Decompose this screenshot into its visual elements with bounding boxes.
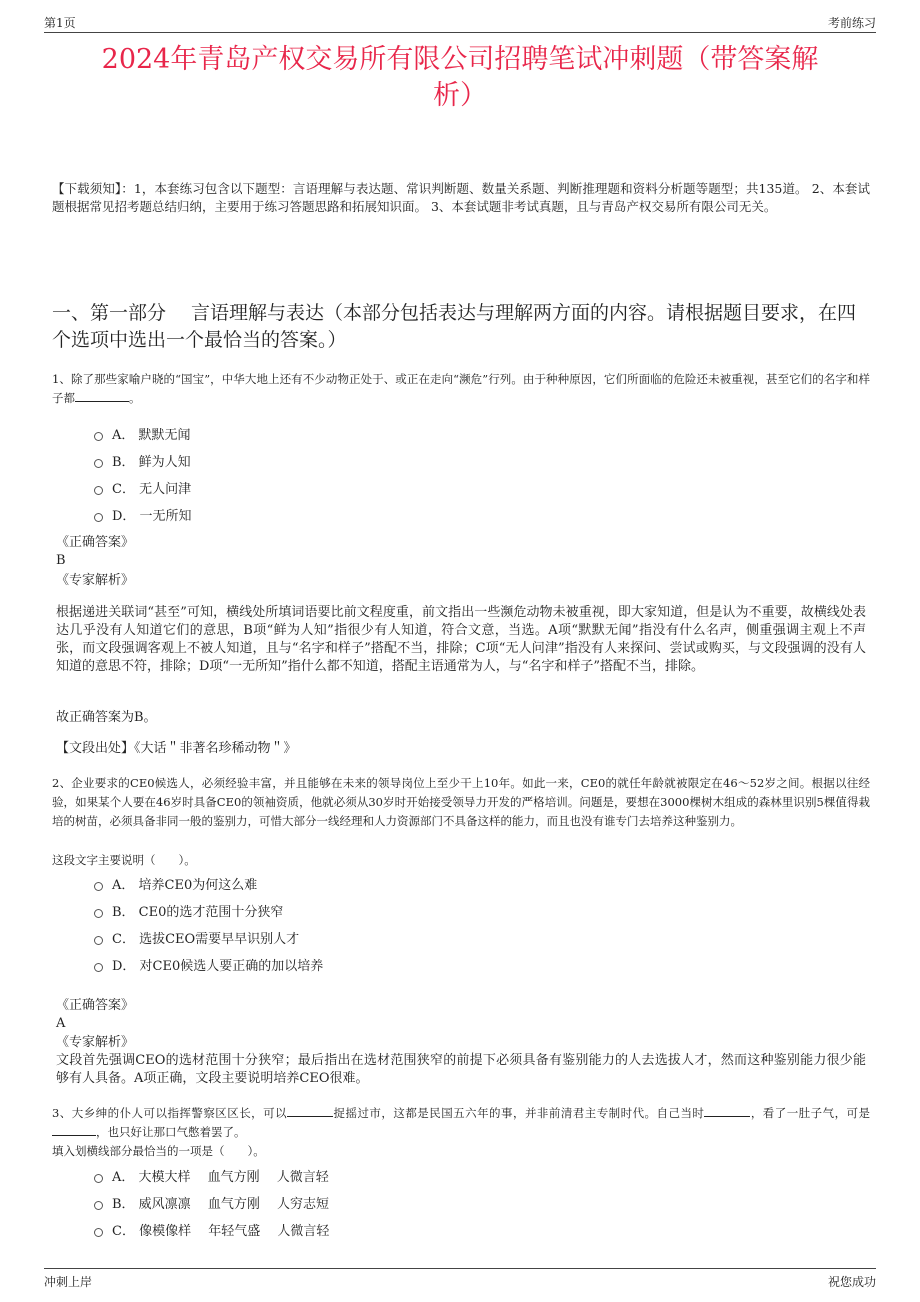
option-b[interactable]: B． 鲜为人知 [94,447,192,474]
section-heading: 一、第一部分 言语理解与表达（本部分包括表达与理解两方面的内容。请根据题目要求，在四个选项中选出一个最恰当的答案。） [52,302,857,351]
answer-label: 《正确答案》 [56,998,135,1013]
question-3-options [94,1162,329,1243]
question-2-options [94,870,323,978]
radio-icon[interactable] [94,1201,103,1210]
radio-icon[interactable] [94,936,103,945]
footer-right-label: 祝您成功 [827,1275,876,1289]
download-notice: 【下载须知】：1，本套练习包含以下题型：言语理解与表达题、常识判断题、数量关系题、判断推理题和资料分析题等题型；共135道。 2、本套试题根据常见招考题总结归纳，主要用于练习答题思路和拓展知识面。 3、本套试题非考试真题，且与青岛产权交易所有限公司无关。 [52,181,870,214]
answer-label: 《正确答案》 [56,535,135,550]
option-d[interactable]: D． 一无所知 [94,501,192,528]
answer-blank [52,1123,96,1136]
analysis-text: 根据递进关联词“甚至”可知，横线处所填词语要比前文程度重，前文指出一些濒危动物未被重视，即大家知道，但是认为不重要，故横线处表达几乎没有人知道它们的意思，B项“鲜为人知”指很少有人知道，符合文意，当选。A项“默默无闻”指没有什么名声，侧重强调主观上不声张，而文段强调客观上不被人知道，且与“名字和样子”搭配不当，排除；C项“无人问津”指没有人来探问、尝试或购买，与文段强调的没有人知道的意思不符，排除；D项“一无所知”指什么都不知道，搭配主语通常为人，与“名字和样子”搭配不当，排除。 [56,605,866,674]
option-a[interactable]: A． 默默无闻 [94,420,192,447]
radio-icon[interactable] [94,1174,103,1183]
title-line-1: 2024年青岛产权交易所有限公司招聘笔试冲刺题（带答案解 [101,44,819,75]
option-c[interactable]: C． 像模像样 年轻气盛 人微言轻 [94,1216,329,1243]
page-header [44,10,876,33]
question-2-prompt: 这段文字主要说明（ ）。 [52,853,196,867]
document-title [60,42,860,114]
question-3-stem: 3、大乡绅的仆人可以指挥警察区区长，可以 捉摇过市，这都是民国五六年的事，并非前清君主专制时代。自己当时 ，看了一肚子气，可是，也只好让那口气憋着罢了。 [52,1106,870,1139]
analysis-label: 《专家解析》 [56,1035,135,1050]
radio-icon[interactable] [94,909,103,918]
option-b[interactable]: B． CE0的选才范围十分狭窄 [94,897,323,924]
answer-blank [287,1104,333,1117]
answer-blank [704,1104,750,1117]
title-line-2: 析） [433,80,487,111]
answer-value: A [56,1016,66,1031]
source-text: 【文段出处】《大话＂非著名珍稀动物＂》 [56,741,297,756]
radio-icon[interactable] [94,486,103,495]
option-a[interactable]: A． 培养CE0为何这么难 [94,870,323,897]
conclusion-text: 故正确答案为B。 [56,710,157,725]
radio-icon[interactable] [94,432,103,441]
radio-icon[interactable] [94,963,103,972]
radio-icon[interactable] [94,459,103,468]
option-c[interactable]: C． 选拔CEO需要早早识别人才 [94,924,323,951]
analysis-text: 文段首先强调CEO的选材范围十分狭窄；最后指出在选材范围狭窄的前提下必须具备有鉴别能力的人去选拔人才，然而这种鉴别能力很少能够有人具备。A项正确，文段主要说明培养CEO很难。 [56,1053,866,1086]
question-1-options [94,420,192,528]
option-a[interactable]: A． 大模大样 血气方刚 人微言轻 [94,1162,329,1189]
header-label: 考前练习 [827,16,876,30]
analysis-label: 《专家解析》 [56,573,135,588]
question-1-stem: 1、除了那些家喻户晓的“国宝”，中华大地上还有不少动物正处于、或正在走向“濒危”行列。由于种种原因，它们所面临的危险还未被重视，甚至它们的名字和样子都 。 [52,372,870,405]
radio-icon[interactable] [94,882,103,891]
question-2-stem: 2、企业要求的CE0候选人，必须经验丰富，并且能够在未来的领导岗位上至少干上10年。如此一来，CE0的就任年龄就被限定在46～52岁之间。根据以往经验，如果某个人要在46岁时具备CE0的领袖资质，他就必须从30岁时开始接受领导力开发的严格培训。问题是，要想在3000棵树木组成的森林里识别5棵值得栽培的树苗，必须具备非同一般的鉴别力，可惜大部分一线经理和人力资源部门不具备这样的能力，而且也没有谁专门去培养这种鉴别力。 [52,776,870,828]
page-footer [44,1268,876,1297]
page-number: 第1页 [44,16,76,30]
answer-blank [75,389,129,402]
answer-value: B [56,553,66,568]
option-d[interactable]: D． 对CE0候选人要正确的加以培养 [94,951,323,978]
radio-icon[interactable] [94,1228,103,1237]
option-b[interactable]: B． 威风凛凛 血气方刚 人穷志短 [94,1189,329,1216]
footer-left-label: 冲刺上岸 [44,1275,93,1289]
radio-icon[interactable] [94,513,103,522]
option-c[interactable]: C． 无人问津 [94,474,192,501]
question-3-prompt: 填入划横线部分最恰当的一项是（ ）。 [52,1144,265,1158]
